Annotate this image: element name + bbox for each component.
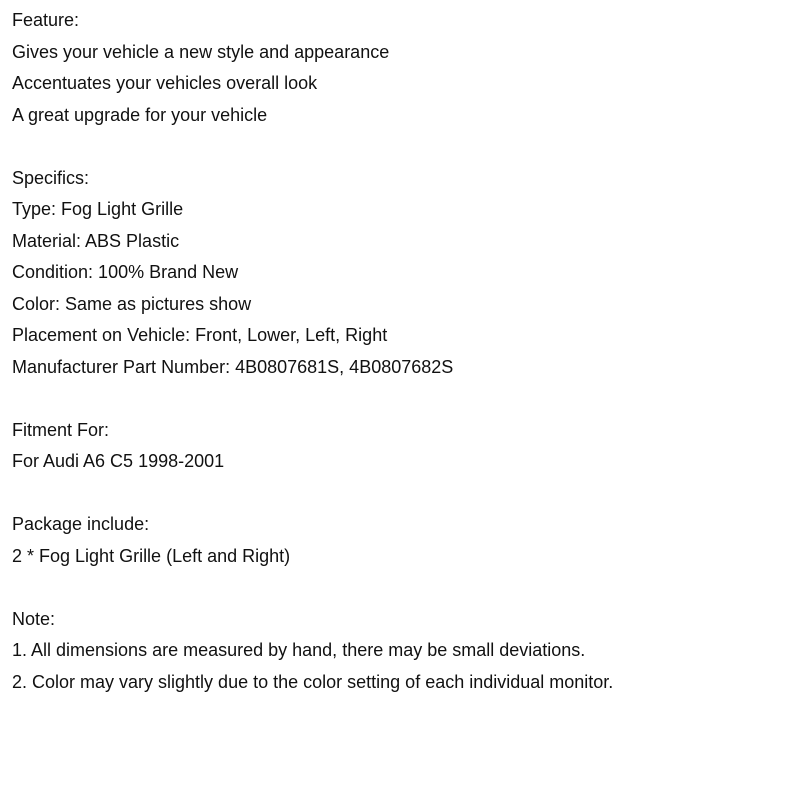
specifics-heading: Specifics: — [12, 167, 90, 188]
note-heading: Note: — [12, 608, 56, 629]
spec-condition: Condition: 100% Brand New — [12, 262, 239, 282]
section-spacer — [12, 383, 792, 415]
section-spacer — [12, 572, 792, 604]
spec-part-number: Manufacturer Part Number: 4B0807681S, 4B0807682S — [12, 356, 454, 377]
feature-heading: Feature: — [12, 10, 80, 30]
product-description — [12, 5, 792, 698]
package-item: 2 * Fog Light Grille (Left and Right) — [12, 545, 291, 566]
feature-item: A great upgrade for your vehicle — [12, 104, 268, 125]
fitment-item: For Audi A6 C5 1998-2001 — [12, 451, 225, 471]
specifics-section — [12, 163, 792, 384]
package-heading: Package include: — [12, 514, 150, 534]
spec-color: Color: Same as pictures show — [12, 293, 252, 314]
spec-type: Type: Fog Light Grille — [12, 199, 184, 219]
spec-material: Material: ABS Plastic — [12, 230, 180, 251]
fitment-heading: Fitment For: — [12, 419, 110, 440]
section-spacer — [12, 131, 792, 163]
fitment-section — [12, 415, 792, 478]
feature-section — [12, 5, 792, 131]
note-item: 1. All dimensions are measured by hand, there may be small deviations. — [12, 640, 586, 660]
spec-placement: Placement on Vehicle: Front, Lower, Left, Right — [12, 325, 388, 345]
note-item: 2. Color may vary slightly due to the color setting of each individual monitor. — [12, 671, 614, 692]
section-spacer — [12, 478, 792, 510]
feature-item: Accentuates your vehicles overall look — [12, 73, 318, 93]
feature-item: Gives your vehicle a new style and appearance — [12, 41, 390, 62]
package-section — [12, 509, 792, 572]
note-section — [12, 604, 792, 699]
